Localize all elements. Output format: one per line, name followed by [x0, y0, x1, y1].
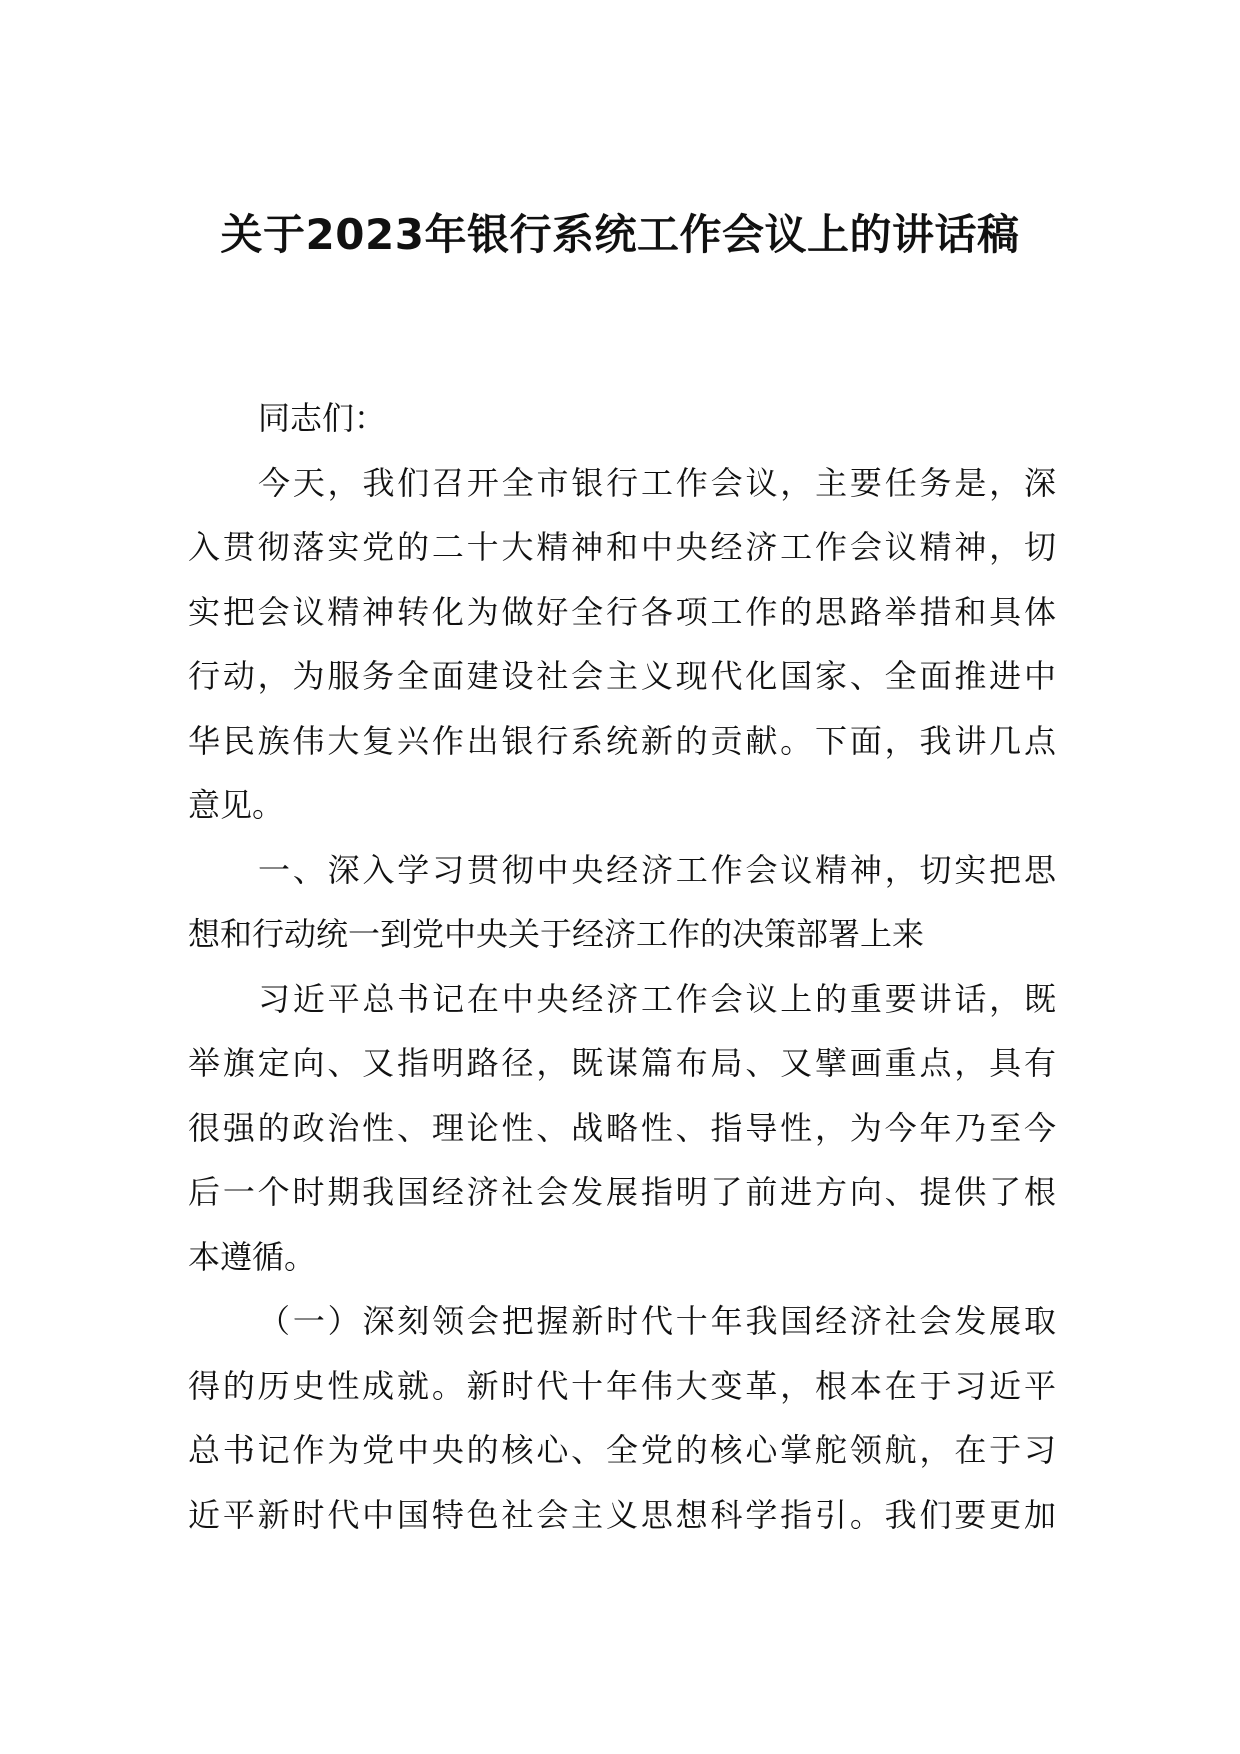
paragraph-line: 后一个时期我国经济社会发展指明了前进方向、提供了根	[188, 1173, 1056, 1211]
paragraph-line: 举旗定向、又指明路径，既谋篇布局、又擘画重点，具有	[188, 1044, 1056, 1082]
section-heading-line: 一、深入学习贯彻中央经济工作会议精神，切实把思	[258, 850, 1056, 889]
salutation-paragraph	[188, 386, 1056, 451]
speech-summary-paragraph	[188, 967, 1056, 1290]
document-body	[188, 386, 1056, 1547]
paragraph-line: 近平新时代中国特色社会主义思想科学指引。我们要更加	[188, 1495, 1056, 1534]
paragraph-line: 意见。	[188, 786, 285, 824]
paragraph-line: 入贯彻落实党的二十大精神和中央经济工作会议精神，切	[188, 528, 1056, 566]
section-heading-line: 想和行动统一到党中央关于经济工作的决策部署上来	[188, 915, 925, 953]
paragraph-line: 得的历史性成就。新时代十年伟大变革，根本在于习近平	[188, 1366, 1056, 1405]
document-title: 关于2023年银行系统工作会议上的讲话稿	[220, 210, 1020, 259]
subsection-paragraph	[188, 1289, 1056, 1547]
intro-paragraph	[188, 451, 1056, 838]
paragraph-line: 很强的政治性、理论性、战略性、指导性，为今年乃至今	[188, 1108, 1056, 1147]
paragraph-line: 华民族伟大复兴作出银行系统新的贡献。下面，我讲几点	[188, 721, 1056, 760]
paragraph-line: 实把会议精神转化为做好全行各项工作的思路举措和具体	[188, 592, 1056, 631]
paragraph-line: 行动，为服务全面建设社会主义现代化国家、全面推进中	[188, 657, 1056, 695]
salutation-line: 同志们：	[258, 399, 387, 437]
paragraph-line: 习近平总书记在中央经济工作会议上的重要讲话，既	[258, 979, 1056, 1018]
paragraph-line: （一）深刻领会把握新时代十年我国经济社会发展取	[258, 1302, 1056, 1340]
section-heading-paragraph	[188, 838, 1056, 967]
paragraph-line: 本遵循。	[188, 1237, 317, 1276]
paragraph-line: 总书记作为党中央的核心、全党的核心掌舵领航，在于习	[188, 1431, 1056, 1469]
paragraph-line: 今天，我们召开全市银行工作会议，主要任务是，深	[258, 463, 1056, 502]
